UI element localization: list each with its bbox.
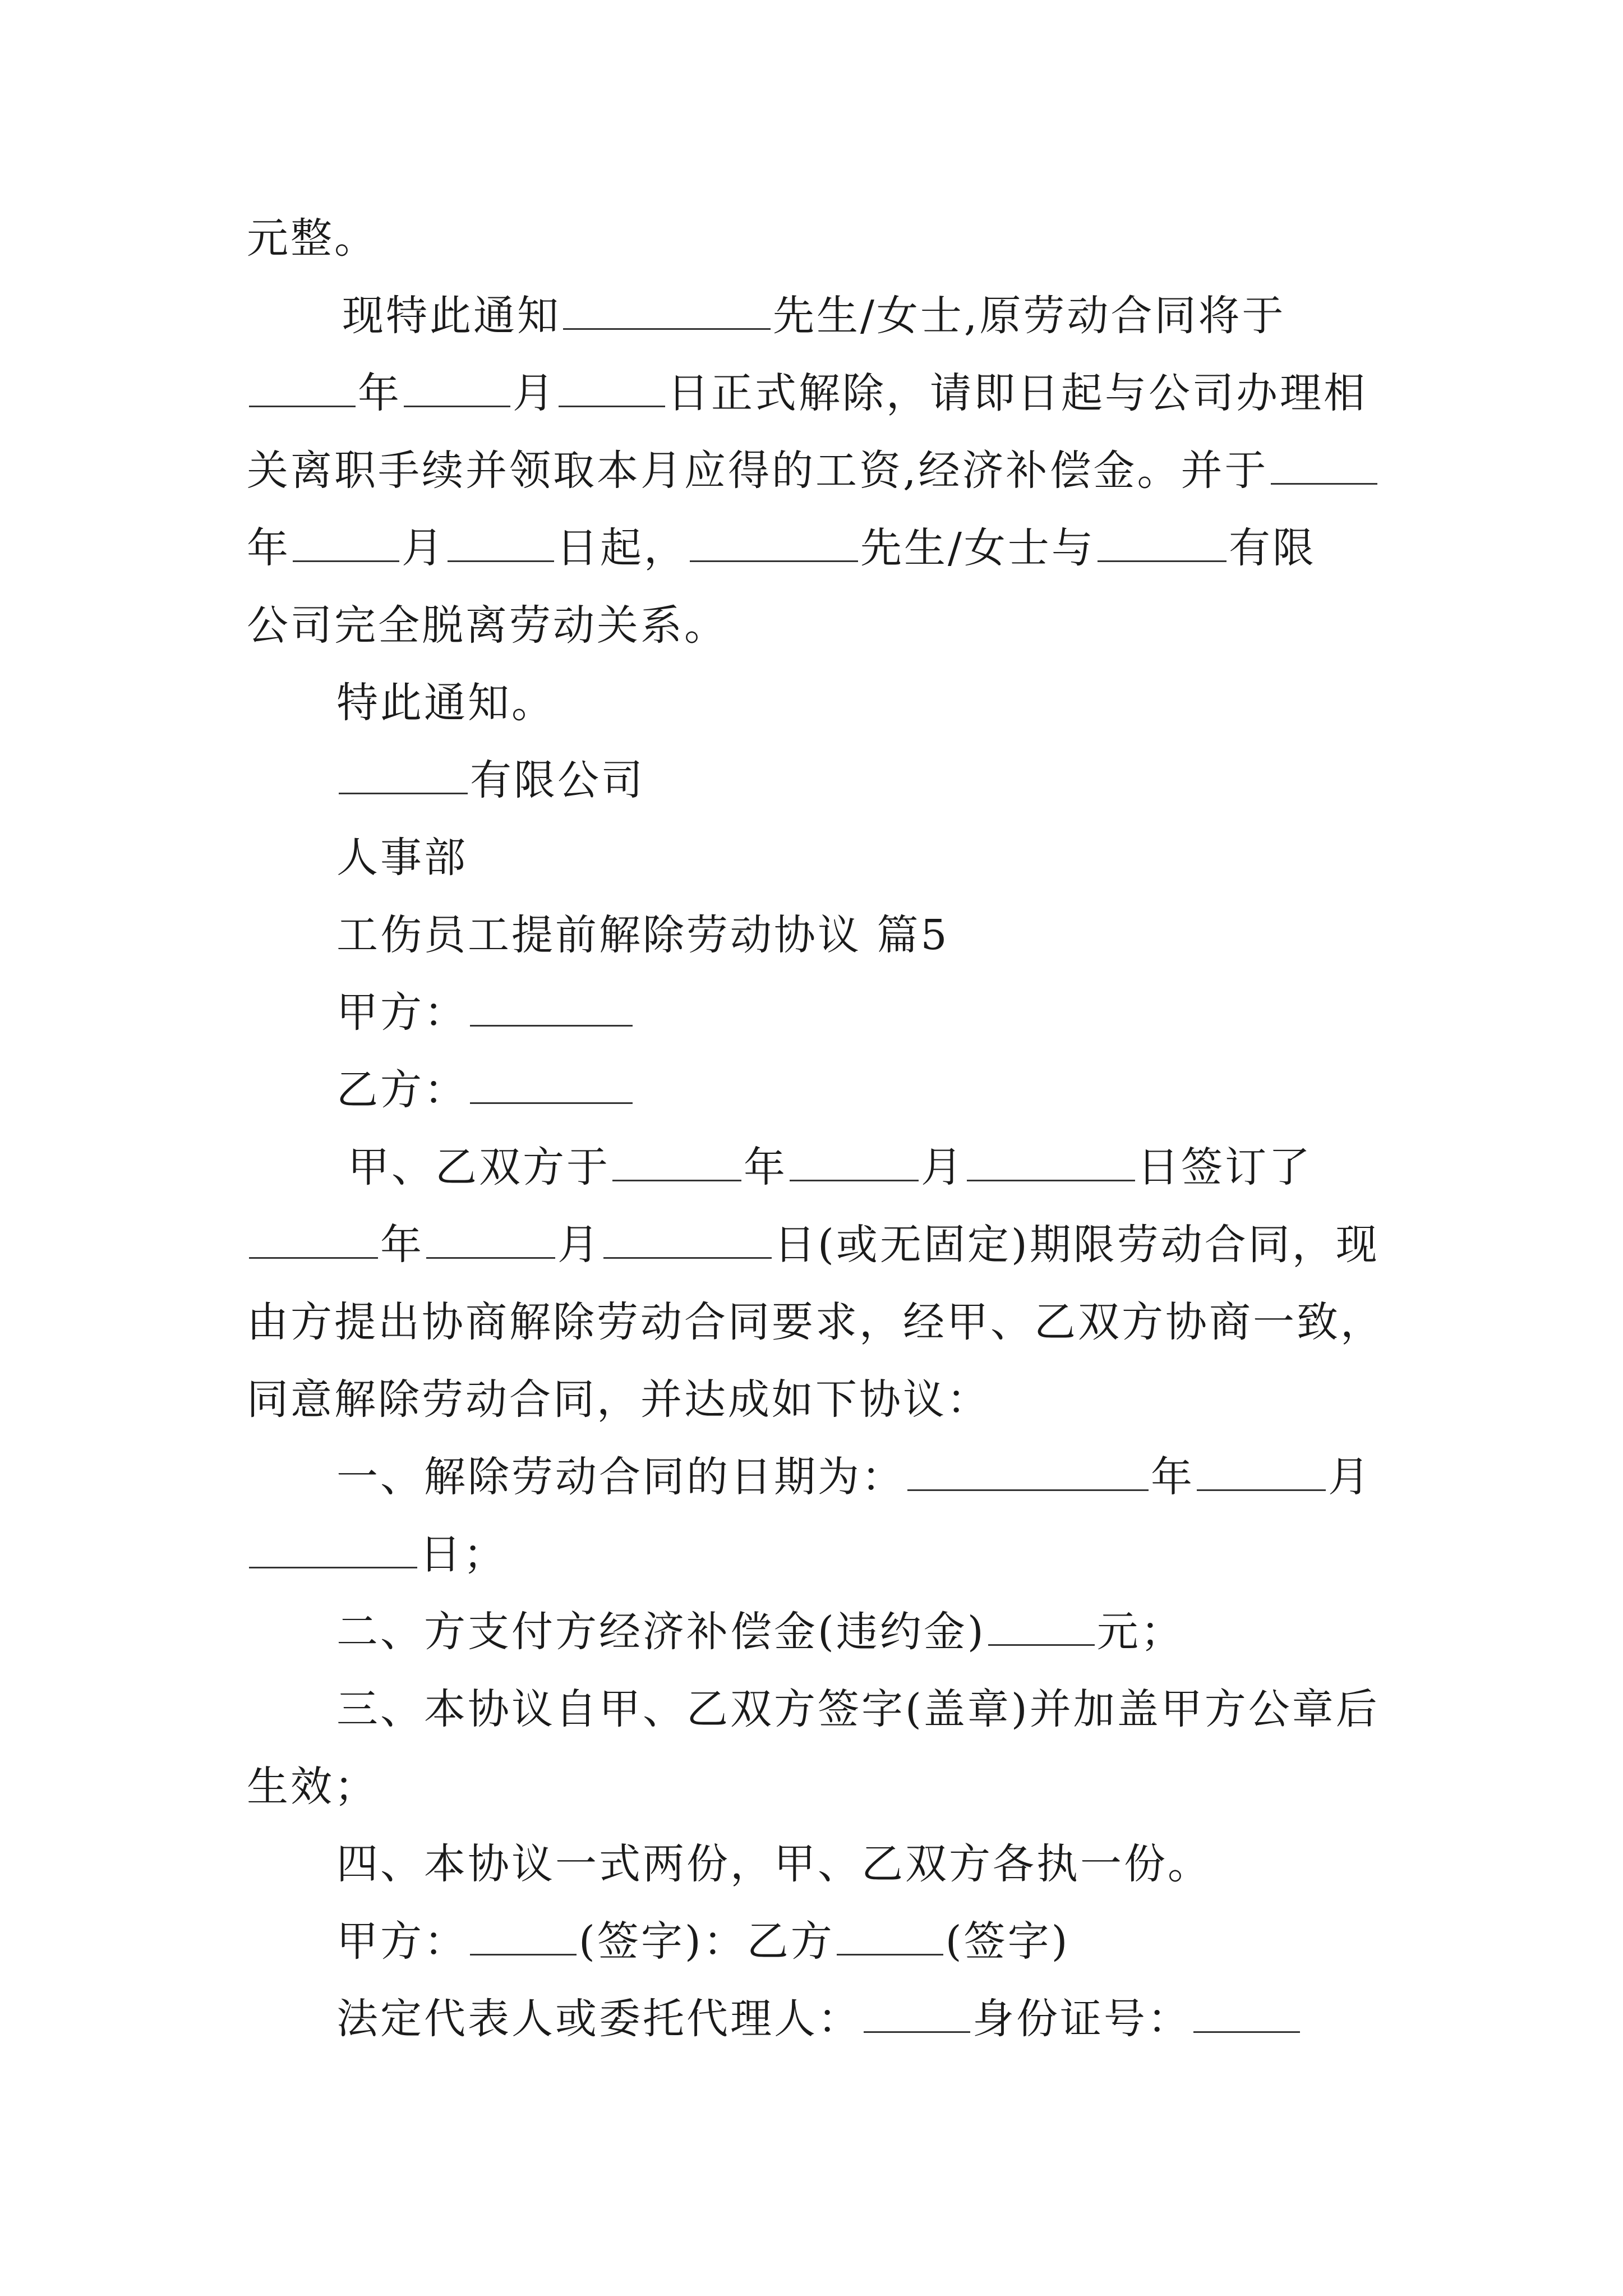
fill-blank[interactable]: [563, 292, 771, 330]
fill-blank[interactable]: [249, 370, 356, 407]
fill-blank[interactable]: [1098, 524, 1227, 562]
text-segment: (签字)：乙方: [579, 1917, 834, 1966]
fill-blank[interactable]: [404, 370, 510, 407]
text-segment: 日；: [419, 1530, 507, 1579]
text-segment: 特此通知。: [336, 679, 555, 727]
text-line: [247, 368, 1367, 418]
text-segment: 月: [557, 1221, 601, 1269]
text-line: [247, 1761, 378, 1812]
fill-blank[interactable]: [470, 989, 633, 1027]
text-segment: 年: [380, 1221, 424, 1269]
fill-blank[interactable]: [1197, 1453, 1326, 1491]
text-line: [336, 1916, 1070, 1967]
fill-blank[interactable]: [470, 1918, 577, 1955]
text-segment: 有限: [1228, 524, 1316, 572]
fill-blank[interactable]: [339, 757, 468, 794]
text-segment: 元；: [1096, 1608, 1184, 1656]
text-line: [247, 523, 1316, 573]
text-line: [336, 755, 645, 806]
fill-blank[interactable]: [293, 524, 399, 562]
fill-blank[interactable]: [1271, 447, 1377, 485]
fill-blank[interactable]: [470, 1066, 633, 1104]
text-segment: 年: [1151, 1453, 1195, 1501]
text-segment: 月: [402, 524, 445, 572]
fill-blank[interactable]: [448, 524, 554, 562]
text-line: [336, 987, 635, 1038]
text-segment: 关离职手续并领取本月应得的工资,经济补偿金。并于: [247, 447, 1269, 495]
text-segment: 身份证号：: [972, 1995, 1191, 2043]
text-line: [336, 1452, 1372, 1502]
text-segment: 人事部: [336, 834, 468, 882]
fill-blank[interactable]: [603, 1221, 772, 1259]
text-line: [336, 1684, 1380, 1734]
text-segment: 法定代表人或委托代理人：: [336, 1995, 861, 2043]
text-segment: 年: [247, 524, 291, 572]
text-segment: 生效；: [247, 1763, 378, 1811]
text-segment: 日签订了: [1137, 1143, 1312, 1191]
text-segment: 月: [513, 369, 556, 417]
text-segment: 三、本协议自甲、乙双方签字(盖章)并加盖甲方公章后: [336, 1685, 1380, 1733]
text-line: [247, 1374, 990, 1425]
text-segment: 工伤员工提前解除劳动协议 篇5: [336, 911, 949, 959]
fill-blank[interactable]: [967, 1144, 1135, 1181]
fill-blank[interactable]: [249, 1221, 378, 1259]
text-segment: 公司完全脱离劳动关系。: [247, 601, 728, 650]
text-line: [247, 1220, 1380, 1270]
text-segment: 甲方：: [336, 988, 468, 1037]
fill-blank[interactable]: [988, 1608, 1095, 1646]
fill-blank[interactable]: [1193, 1995, 1300, 2033]
text-line: [336, 1839, 1211, 1889]
fill-blank[interactable]: [426, 1221, 555, 1259]
text-segment: 先生/女士,原劳动合同将于: [773, 292, 1286, 340]
text-segment: 二、方支付方经济补偿金(违约金): [336, 1608, 986, 1656]
text-segment: 同意解除劳动合同，并达成如下协议：: [247, 1375, 990, 1424]
text-segment: 月: [921, 1143, 965, 1191]
fill-blank[interactable]: [837, 1918, 943, 1955]
text-segment: 元整。: [247, 214, 378, 263]
fill-blank[interactable]: [864, 1995, 970, 2033]
fill-blank[interactable]: [559, 370, 665, 407]
text-segment: 月: [1328, 1453, 1372, 1501]
fill-blank[interactable]: [612, 1144, 741, 1181]
text-segment: 由方提出协商解除劳动合同要求，经甲、乙双方协商一致，: [247, 1298, 1384, 1346]
fill-blank[interactable]: [249, 1531, 417, 1568]
text-line: [348, 1142, 1312, 1193]
text-line: [247, 213, 378, 264]
text-segment: 四、本协议一式两份，甲、乙双方各执一份。: [336, 1840, 1211, 1888]
text-line: [336, 832, 468, 883]
text-line: [342, 291, 1285, 341]
text-segment: 现特此通知: [342, 292, 561, 340]
text-segment: 日起，: [556, 524, 688, 572]
text-line: [336, 1994, 1302, 2044]
text-segment: 日正式解除，请即日起与公司办理相: [667, 369, 1367, 417]
text-segment: 乙方：: [336, 1066, 468, 1114]
text-segment: (签字): [945, 1917, 1070, 1966]
text-segment: 日(或无固定)期限劳动合同，现: [774, 1221, 1380, 1269]
text-line: [336, 678, 555, 728]
fill-blank[interactable]: [790, 1144, 919, 1181]
text-segment: 甲方：: [336, 1917, 468, 1966]
text-line: [247, 1297, 1384, 1347]
text-line: [247, 445, 1380, 496]
text-segment: 有限公司: [470, 756, 645, 804]
text-line: [336, 1607, 1184, 1657]
section-heading: [336, 910, 949, 960]
text-line: [247, 600, 728, 651]
fill-blank[interactable]: [907, 1453, 1149, 1491]
fill-blank[interactable]: [690, 524, 858, 562]
text-segment: 甲、乙双方于: [348, 1143, 610, 1191]
text-line: [247, 1529, 507, 1580]
text-segment: 年: [744, 1143, 787, 1191]
text-segment: 先生/女士与: [860, 524, 1095, 572]
text-line: [336, 1065, 635, 1115]
text-segment: 一、解除劳动合同的日期为：: [336, 1453, 905, 1501]
text-segment: 年: [358, 369, 402, 417]
